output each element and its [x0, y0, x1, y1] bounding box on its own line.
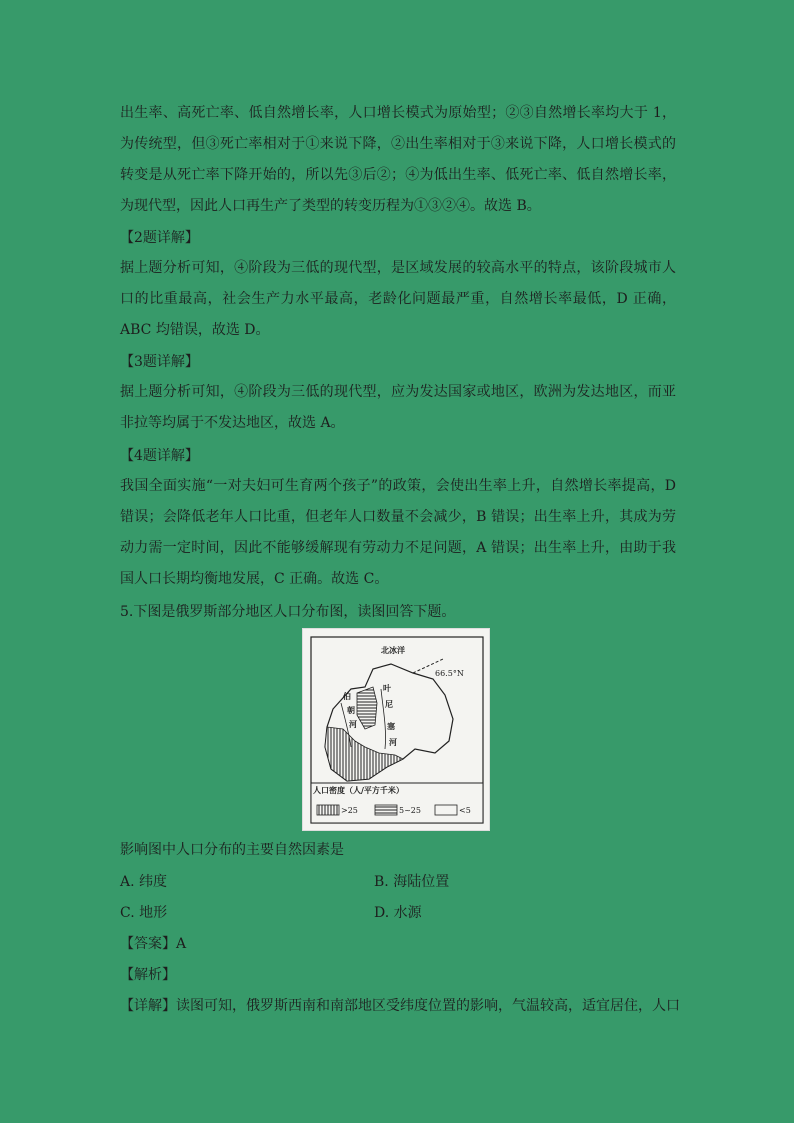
- paragraph-4: 我国全面实施“一对夫妇可生育两个孩子”的政策，会使出生率上升，自然增长率提高，D 错误；会降低老年人口比重，但老年人口数量不会减少，B 错误；出生率上升，其成为劳动力需一定时间，因此不能够缓解现有劳动力不足问题，A 错误；出生率上升，由助于我国人口长期均衡地发展，C 正确。故选 C。: [120, 478, 676, 587]
- paragraph-2: 据上题分析可知，④阶段为三低的现代型，是区域发展的较高水平的特点，该阶段城市人口的比重最高，社会生产力水平最高，老龄化问题最严重，自然增长率最低，D 正确，ABC 均错误，故选 D。: [120, 260, 676, 338]
- river-label-7: 河: [349, 719, 357, 729]
- map-graphic: [303, 629, 491, 832]
- river-label-2: 尼: [385, 699, 393, 709]
- latitude-label: 66.5°N: [435, 669, 464, 678]
- legend-label-low: <5: [459, 806, 471, 815]
- option-d: D. 水源: [374, 905, 422, 921]
- heading-q3: 【3题详解】: [120, 354, 199, 370]
- river-label-6: 朝: [347, 705, 355, 715]
- detail-line: 【详解】读图可知，俄罗斯西南和南部地区受纬度位置的影响，气温较高，适宜居住，人口: [120, 998, 680, 1014]
- paragraph-3: 据上题分析可知，④阶段为三低的现代型，应为发达国家或地区，欧洲为发达地区，而亚非拉等均属于不发达地区，故选 A。: [120, 384, 676, 431]
- heading-q2: 【2题详解】: [120, 230, 199, 246]
- paragraph-1: 出生率、高死亡率、低自然增长率，人口增长模式为原始型；②③自然增长率均大于 1，为传统型，但③死亡率相对于①来说下降，②出生率相对于③来说下降，人口增长模式的转变是从死亡率下降开始的，所以先③后②；④为低出生率、低死亡率、低自然增长率，为现代型，因此人口再生产了类型的转变历程为①③②④。故选 B。: [120, 105, 676, 214]
- russia-population-map: [302, 628, 490, 831]
- option-b: B. 海陆位置: [374, 874, 450, 890]
- question-5-intro: 5.下图是俄罗斯部分地区人口分布图，读图回答下题。: [120, 604, 456, 620]
- heading-q4: 【4题详解】: [120, 448, 199, 464]
- river-label-5: 伯: [343, 691, 351, 701]
- legend-title: 人口密度（人/平方千米）: [313, 785, 404, 795]
- legend-label-high: >25: [341, 806, 358, 815]
- river-label-1: 叶: [383, 683, 391, 693]
- river-label-4: 河: [389, 737, 397, 747]
- legend-swatch-high: [317, 805, 339, 815]
- legend-swatch-low: [435, 805, 457, 815]
- legend-label-medium: 5~25: [399, 806, 421, 815]
- option-c: C. 地形: [120, 905, 168, 921]
- analysis-heading: 【解析】: [120, 967, 176, 983]
- answer-line: 【答案】A: [120, 936, 187, 952]
- river-label-3: 塞: [387, 721, 395, 731]
- question-stem: 影响图中人口分布的主要自然因素是: [120, 842, 344, 858]
- arctic-ocean-label: 北冰洋: [381, 645, 405, 655]
- legend-swatch-medium: [375, 805, 397, 815]
- option-a: A. 纬度: [120, 874, 168, 890]
